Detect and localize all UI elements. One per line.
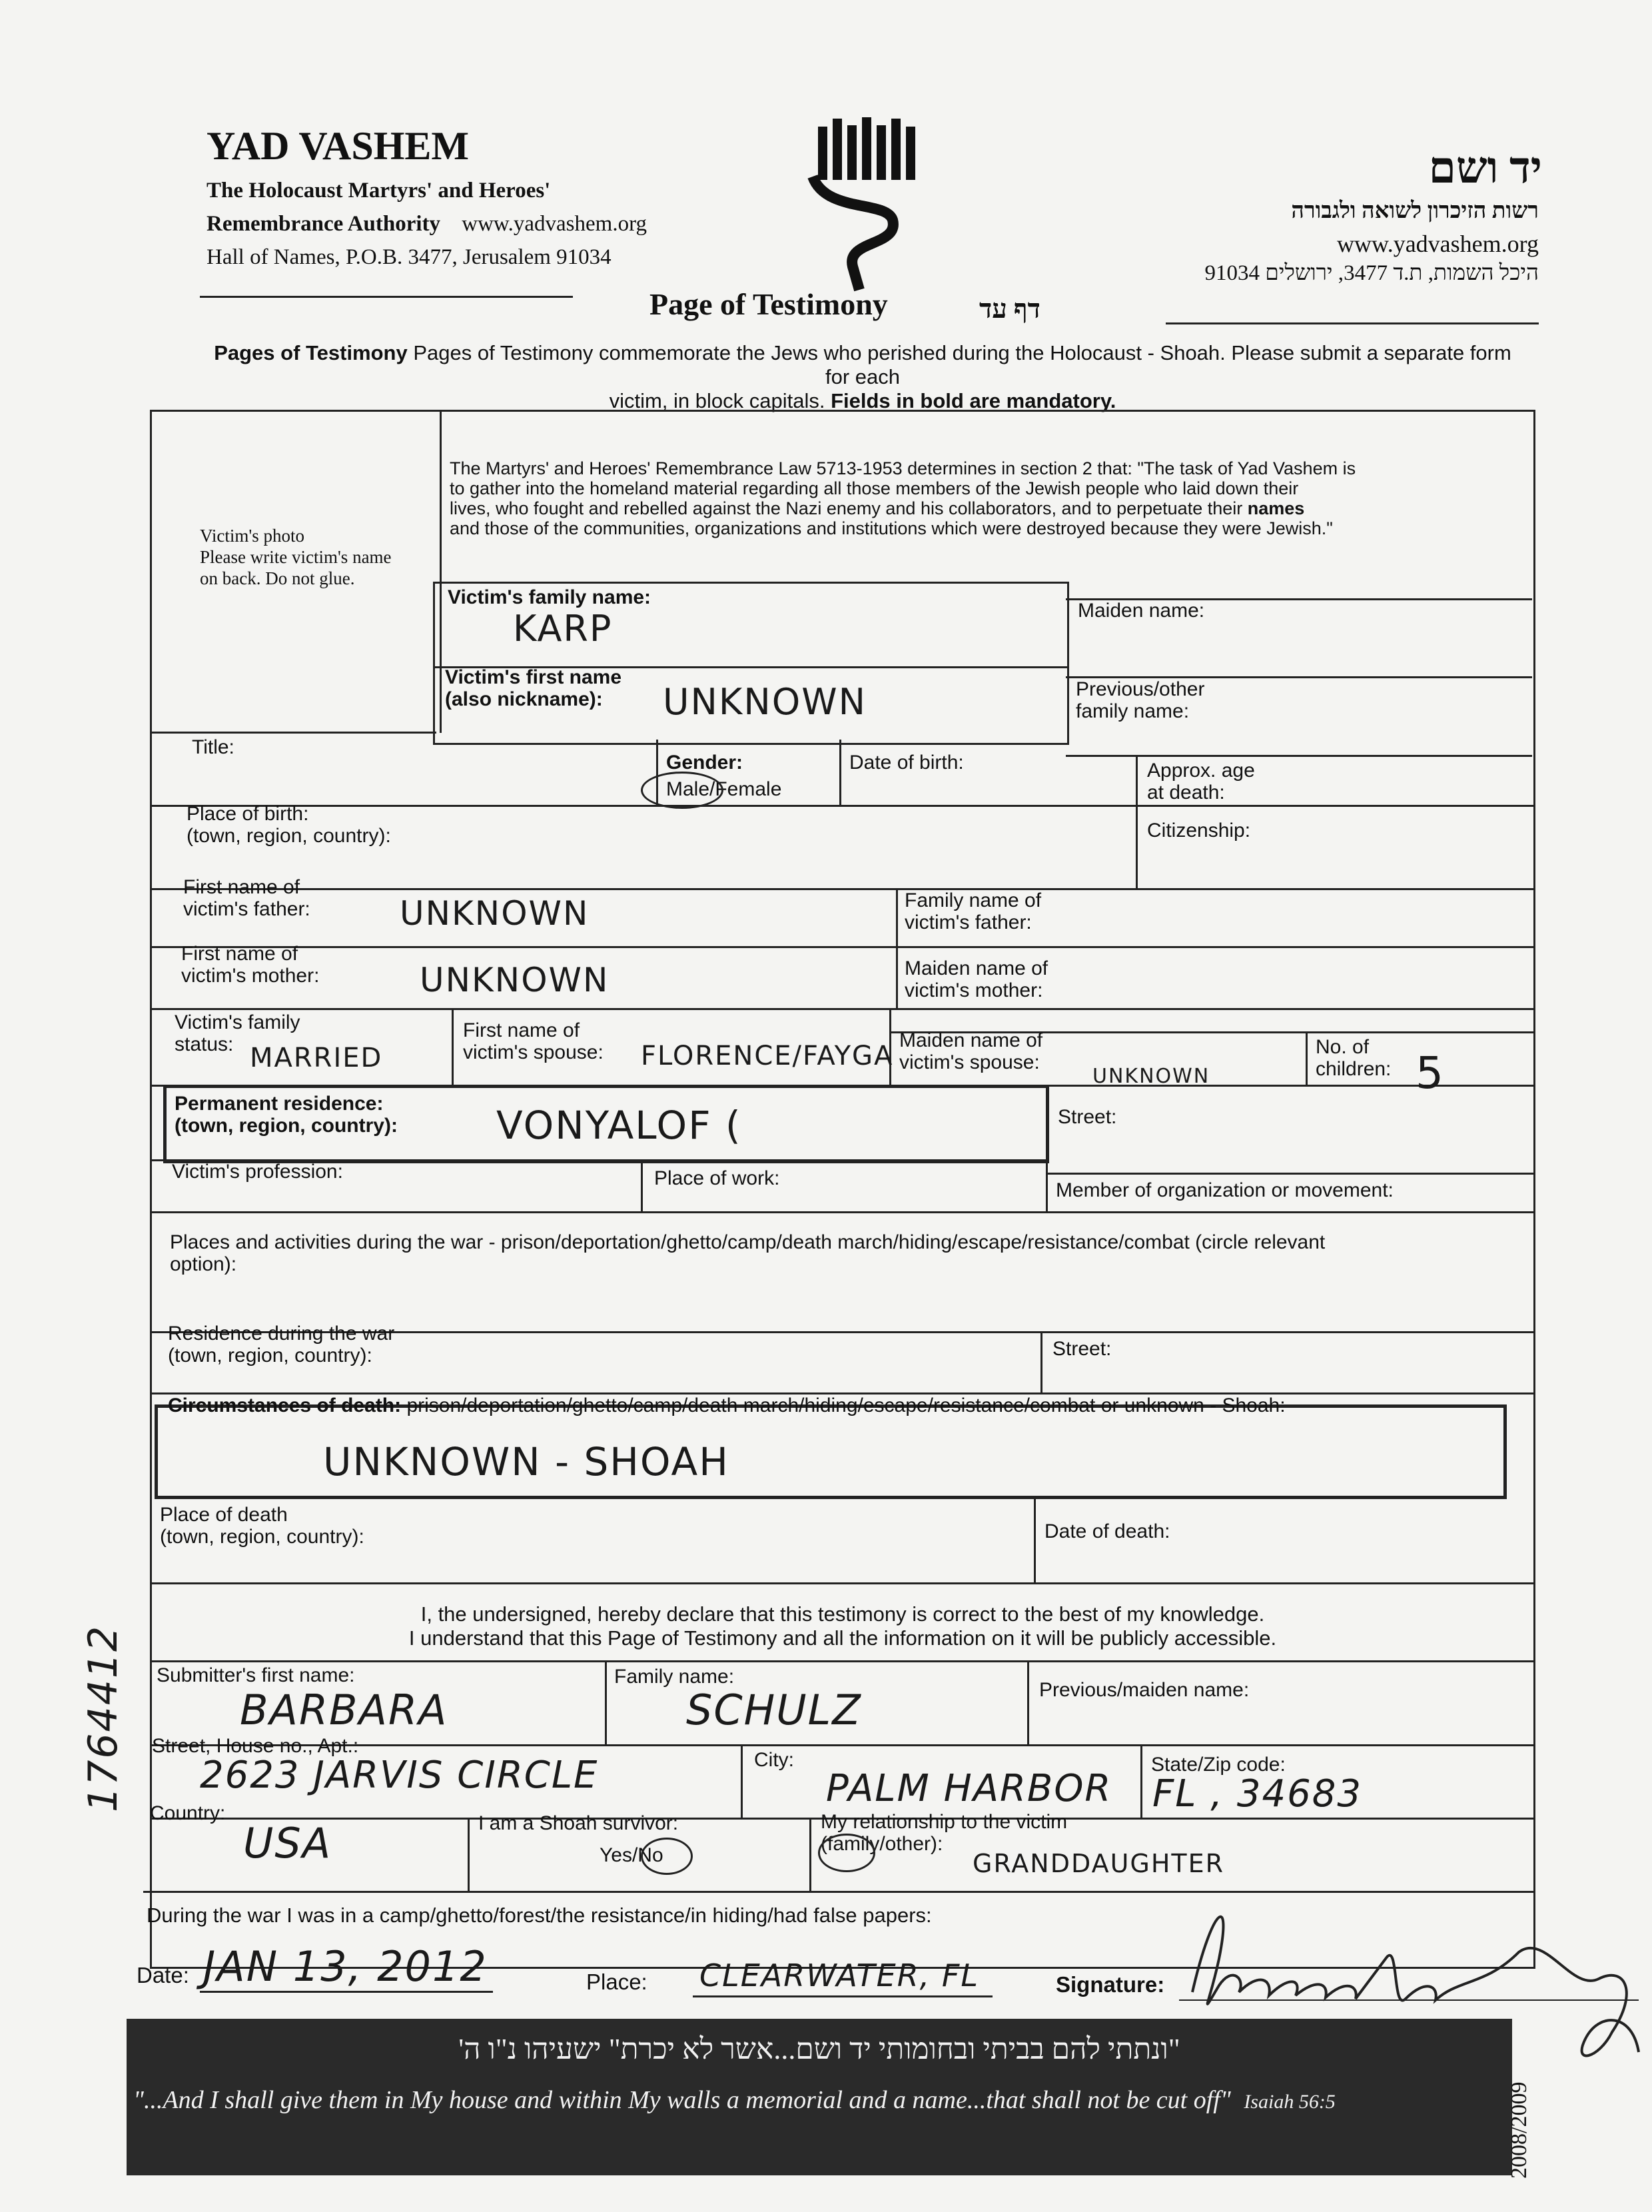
profession-label: Victim's profession: (172, 1161, 343, 1183)
state-zip-label: State/Zip code: (1151, 1754, 1286, 1776)
footer-english-row (133, 2085, 1505, 2115)
sub-first-value[interactable]: BARBARA (240, 1686, 448, 1734)
law-line4: and those of the communities, organizations and institutions which were destroyed because they were Jewish." (450, 518, 1333, 538)
age-label (1147, 760, 1255, 804)
father-first-label-2: victim's father: (183, 898, 310, 920)
member-top-rule (1046, 1173, 1535, 1175)
war-res-label (168, 1323, 394, 1367)
children-label-1: No. of (1316, 1036, 1370, 1058)
margin-number: 1764412 (80, 1624, 127, 1812)
gender-male-circle (641, 772, 723, 809)
sub-family-divider (1027, 1660, 1029, 1746)
place-label: Place: (586, 1969, 647, 1994)
residence-street-divider (1046, 1085, 1048, 1211)
survivor-divider (809, 1818, 811, 1892)
row-death-bottom (150, 1582, 1535, 1584)
mother-first-value[interactable]: UNKNOWN (420, 961, 610, 999)
maiden-name-label: Maiden name: (1078, 600, 1205, 622)
survivor-yes-no[interactable]: Yes/No (600, 1844, 663, 1866)
circumstances-label-bold: Circumstances of death: (168, 1394, 402, 1416)
sub-prev-label: Previous/maiden name: (1039, 1679, 1250, 1701)
family-status-label-1: Victim's family (175, 1011, 300, 1033)
intro-bold-lead: Pages of Testimony (214, 341, 408, 364)
date-value[interactable]: JAN 13, 2012 (203, 1942, 488, 1991)
pob-label (187, 803, 391, 847)
country-label: Country: (150, 1802, 226, 1824)
places-label-1: Places and activities during the war - prison/deportation/ghetto/camp/death march/hiding/escape/resistance/combat (circle relevant (170, 1231, 1326, 1253)
first-name-label-1: Victim's first name (445, 666, 622, 688)
declaration-line2: I understand that this Page of Testimony and all the information on it will be publicly accessible. (408, 1626, 1277, 1650)
during-war-label: During the war I was in a camp/ghetto/forest/the resistance/in hiding/had false papers: (147, 1904, 932, 1927)
org-website: www.yadvashem.org (462, 212, 647, 236)
residence-label (175, 1093, 398, 1137)
work-label: Place of work: (654, 1167, 780, 1189)
pod-label-2: (town, region, country): (160, 1526, 364, 1548)
declaration (150, 1602, 1535, 1650)
mother-maiden-label (905, 957, 1048, 1001)
header-rule-right (1166, 322, 1539, 324)
row-declare-bottom (150, 1660, 1535, 1662)
form-title: Page of Testimony (649, 287, 888, 321)
photo-instructions (200, 525, 392, 589)
edition: 2008/2009 (1507, 2081, 1531, 2179)
intro-line1: Pages of Testimony commemorate the Jews who perished during the Holocaust - Shoah. Please submit a separate form for each (413, 341, 1511, 388)
gender-label: Gender: (666, 752, 743, 774)
spouse-first-value[interactable]: FLORENCE/FAYGA (641, 1041, 894, 1071)
survivor-label: I am a Shoah survivor: (478, 1812, 679, 1834)
sub-first-label: Submitter's first name: (157, 1664, 355, 1686)
age-divider (1136, 755, 1138, 888)
intro-text (200, 341, 1525, 413)
relation-family-circle (818, 1834, 875, 1872)
city-label: City: (754, 1749, 794, 1771)
law-line1: The Martyrs' and Heroes' Remembrance Law 5713-1953 determines in section 2 that: "The task of Yad Vashem is (450, 458, 1356, 478)
residence-label-2: (town, region, country): (175, 1115, 398, 1137)
relation-label-2: (family/other): (821, 1833, 943, 1855)
places-label-2: option): (170, 1253, 237, 1275)
children-label-2: children: (1316, 1058, 1392, 1080)
law-line3-bold: names (1247, 498, 1305, 518)
residence-street-label: Street: (1058, 1106, 1117, 1128)
row-pob-bottom (150, 888, 1535, 890)
spouse-first-label-2: victim's spouse: (463, 1041, 604, 1063)
family-status-value[interactable]: MARRIED (250, 1043, 383, 1073)
mother-first-label (181, 943, 319, 987)
father-family-label (905, 889, 1041, 933)
city-value[interactable]: PALM HARBOR (826, 1767, 1112, 1810)
street-divider (741, 1744, 743, 1819)
street-house-value[interactable]: 2623 JARVIS CIRCLE (200, 1754, 599, 1797)
street-house-label: Street, House no., Apt.: (152, 1735, 359, 1757)
spouse-maiden-label (899, 1029, 1042, 1073)
law-text (450, 458, 1529, 538)
father-family-label-1: Family name of (905, 889, 1042, 911)
war-street-label: Street: (1052, 1338, 1112, 1360)
law-line2: to gather into the homeland material regarding all those members of the Jewish people who laid down their (450, 478, 1299, 498)
father-divider (896, 888, 898, 1008)
intro-mandatory: Fields in bold are mandatory. (831, 389, 1116, 412)
residence-value[interactable]: VONYALOF ( (496, 1103, 742, 1148)
org-line2: Remembrance Authority (206, 212, 441, 236)
age-label-1: Approx. age (1147, 760, 1255, 782)
spouse-maiden-value[interactable]: UNKNOWN (1092, 1065, 1210, 1088)
law-line3: lives, who fought and rebelled against the Nazi enemy and his collaborators, and to perpetuate their (450, 498, 1243, 518)
photo-line1: Victim's photo (200, 526, 304, 546)
org-address: Hall of Names, P.O.B. 3477, Jerusalem 91034 (206, 245, 612, 269)
relation-value[interactable]: GRANDDAUGHTER (973, 1849, 1225, 1878)
war-res-label-2: (town, region, country): (168, 1345, 372, 1367)
circumstances-value[interactable]: UNKNOWN - SHOAH (323, 1439, 729, 1484)
intro-line2: victim, in block capitals. (609, 389, 825, 412)
dob-divider (839, 740, 841, 806)
citizenship-label: Citizenship: (1147, 820, 1251, 841)
photo-line2: Please write victim's name (200, 547, 392, 567)
places-label (170, 1231, 1529, 1275)
signature-label: Signature: (1056, 1972, 1165, 1997)
declaration-line1: I, the undersigned, hereby declare that this testimony is correct to the best of my knowledge. (420, 1602, 1265, 1626)
war-res-divider (1040, 1331, 1042, 1394)
sub-first-divider (605, 1660, 607, 1746)
mother-maiden-label-2: victim's mother: (905, 979, 1043, 1001)
org-line2-row (206, 212, 647, 237)
menorah-logo-icon (806, 113, 919, 293)
header-rule-left (200, 296, 573, 298)
previous-name-label-2: family name: (1076, 700, 1190, 722)
pob-label-1: Place of birth: (187, 803, 309, 825)
mother-maiden-label-1: Maiden name of (905, 957, 1048, 979)
mother-first-label-2: victim's mother: (181, 965, 320, 987)
dob-label: Date of birth: (849, 752, 964, 774)
country-divider (468, 1818, 470, 1892)
children-value[interactable]: 5 (1416, 1047, 1445, 1099)
footer-citation: Isaiah 56:5 (1244, 2091, 1336, 2113)
hebrew-website: www.yadvashem.org (1337, 231, 1539, 257)
death-divider (1034, 1499, 1036, 1584)
previous-name-label (1076, 678, 1204, 722)
place-value[interactable]: CLEARWATER, FL (699, 1957, 980, 1993)
hebrew-authority: רשות הזיכרון לשואה ולגבורה (1291, 199, 1539, 223)
father-first-value[interactable]: UNKNOWN (400, 894, 590, 933)
status-divider (452, 1008, 454, 1086)
residence-label-1: Permanent residence: (175, 1093, 384, 1115)
country-value[interactable]: USA (243, 1819, 332, 1868)
row-profession-bottom (150, 1211, 1535, 1213)
sub-family-label: Family name: (614, 1666, 735, 1688)
family-name-label: Victim's family name: (448, 586, 651, 608)
date-underline (200, 1991, 493, 1993)
family-status-label-2: status: (175, 1033, 234, 1055)
photo-line3: on back. Do not glue. (200, 568, 355, 588)
first-name-value[interactable]: UNKNOWN (663, 681, 867, 723)
spouse-maiden-label-1: Maiden name of (899, 1029, 1043, 1051)
place-underline (693, 1995, 993, 1997)
circumstances-label-rest: prison/deportation/ghetto/camp/death march/hiding/escape/resistance/combat or unknown - Shoah: (406, 1394, 1286, 1416)
photo-bottom-rule (150, 732, 436, 734)
member-label: Member of organization or movement: (1056, 1179, 1394, 1201)
previous-name-label-1: Previous/other (1076, 678, 1205, 700)
footer-english-quote: "...And I shall give them in My house and within My walls a memorial and a name...that shall not be cut off" (133, 2086, 1231, 2114)
family-name-value[interactable]: KARP (513, 608, 613, 650)
hebrew-address: היכל השמות, ת.ד 3477, ירושלים 91034 (1204, 261, 1539, 285)
first-name-label-2: (also nickname): (445, 688, 603, 710)
spouse-first-label-1: First name of (463, 1019, 580, 1041)
gender-options[interactable]: Male/Female (666, 778, 782, 800)
pod-label (160, 1504, 364, 1548)
title-label: Title: (192, 736, 234, 758)
sub-family-value[interactable]: SCHULZ (686, 1686, 862, 1734)
city-divider (1140, 1744, 1142, 1819)
war-res-label-1: Residence during the war (168, 1323, 395, 1345)
children-label (1316, 1036, 1391, 1080)
pob-label-2: (town, region, country): (187, 825, 391, 847)
footer-hebrew-quote: "ונתתי להם בביתי ובחומותי יד ושם...אשר לא יכרת" ישעיהו נ"ו ה' (458, 2033, 1180, 2065)
father-first-label (183, 876, 310, 920)
org-line1: The Holocaust Martyrs' and Heroes' (206, 179, 551, 203)
spouse-first-label (463, 1019, 604, 1063)
father-first-label-1: First name of (183, 876, 300, 898)
row-mother-bottom (150, 1008, 1535, 1010)
dod-label: Date of death: (1044, 1520, 1170, 1542)
children-divider (1306, 1031, 1308, 1086)
org-name: YAD VASHEM (206, 124, 470, 168)
age-label-2: at death: (1147, 782, 1225, 804)
circumstances-label (168, 1394, 1286, 1416)
row-father-bottom (150, 946, 1535, 948)
hebrew-title: דף עד (979, 294, 1040, 324)
pod-label-1: Place of death (160, 1504, 288, 1526)
father-family-label-2: victim's father: (905, 911, 1032, 933)
hebrew-name: יד ושם (1428, 144, 1542, 193)
first-name-label (445, 666, 621, 710)
spouse-maiden-label-2: victim's spouse: (899, 1051, 1040, 1073)
state-zip-value[interactable]: FL , 34683 (1152, 1772, 1362, 1816)
date-label: Date: (137, 1963, 189, 1987)
relation-label-1: My relationship to the victim (821, 1811, 1068, 1833)
survivor-no-circle (641, 1838, 693, 1875)
mother-first-label-1: First name of (181, 943, 298, 965)
profession-divider (641, 1159, 643, 1213)
